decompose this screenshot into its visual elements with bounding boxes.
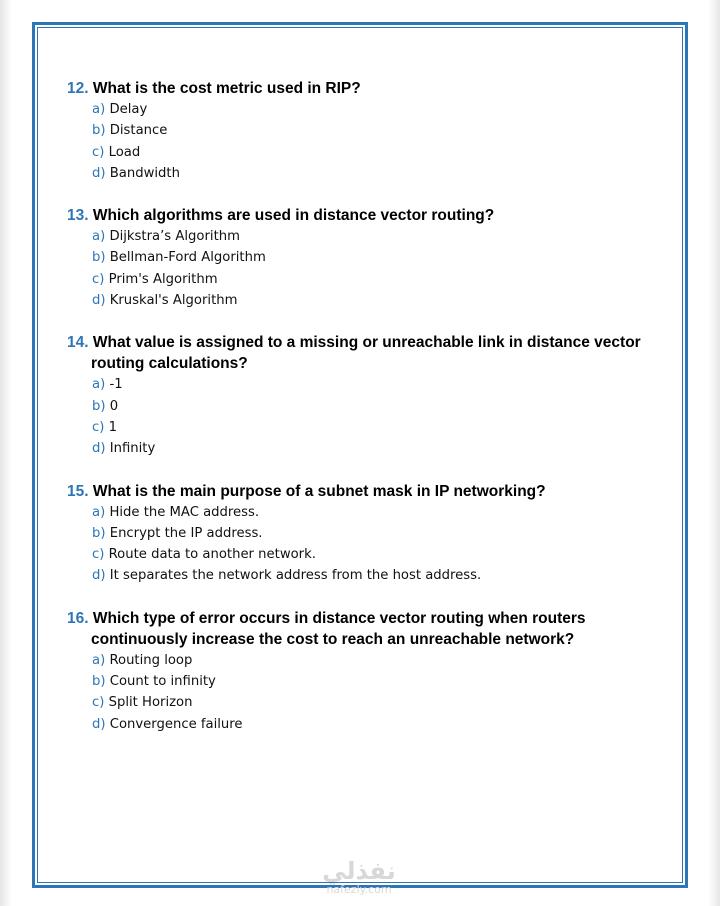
option-c bbox=[92, 269, 647, 290]
option-list bbox=[67, 650, 647, 735]
option-list bbox=[67, 99, 647, 184]
option-letter: d) bbox=[92, 716, 106, 732]
option-b bbox=[92, 396, 647, 417]
option-text: Load bbox=[108, 144, 141, 160]
option-d bbox=[92, 714, 647, 735]
option-text: -1 bbox=[109, 377, 123, 393]
option-b bbox=[92, 523, 647, 544]
option-text: 1 bbox=[108, 419, 117, 435]
option-letter: d) bbox=[92, 165, 106, 181]
question-text: What is the main purpose of a subnet mask in IP networking? bbox=[92, 482, 546, 500]
option-c bbox=[92, 692, 647, 713]
question-number: 16. bbox=[67, 609, 89, 627]
option-d bbox=[92, 438, 647, 459]
option-b bbox=[92, 247, 647, 268]
option-a bbox=[92, 650, 647, 671]
question-number: 15. bbox=[67, 482, 89, 500]
option-list bbox=[67, 226, 647, 311]
option-text: Infinity bbox=[109, 441, 156, 457]
option-letter: a) bbox=[92, 102, 106, 117]
option-list bbox=[67, 502, 647, 587]
questions-list bbox=[67, 78, 647, 756]
question-text: What is the cost metric used in RIP? bbox=[92, 80, 361, 97]
option-text: Hide the MAC address. bbox=[109, 504, 260, 520]
option-letter: c) bbox=[92, 695, 105, 711]
option-list bbox=[67, 374, 647, 459]
option-c bbox=[92, 142, 647, 163]
question-title bbox=[67, 205, 647, 226]
question-title bbox=[67, 332, 647, 374]
option-letter: c) bbox=[92, 144, 105, 160]
watermark-logo bbox=[314, 858, 404, 896]
question-15 bbox=[67, 481, 647, 587]
option-letter: b) bbox=[92, 250, 106, 266]
option-text: Encrypt the IP address. bbox=[109, 525, 263, 541]
question-text: Which algorithms are used in distance vector routing? bbox=[92, 207, 495, 225]
option-text: Distance bbox=[109, 123, 168, 139]
option-d bbox=[92, 163, 647, 184]
option-letter: d) bbox=[92, 441, 106, 457]
question-title bbox=[67, 78, 647, 99]
option-letter: a) bbox=[92, 652, 106, 668]
option-text: Count to infinity bbox=[109, 674, 216, 690]
option-text: Bellman-Ford Algorithm bbox=[109, 250, 266, 266]
question-title bbox=[67, 608, 647, 650]
option-letter: c) bbox=[92, 271, 105, 287]
question-14 bbox=[67, 332, 647, 459]
option-text: Convergence failure bbox=[109, 716, 243, 732]
option-letter: b) bbox=[92, 525, 106, 541]
option-text: Split Horizon bbox=[108, 695, 193, 711]
question-number: 14. bbox=[67, 334, 89, 352]
option-c bbox=[92, 417, 647, 438]
question-title bbox=[67, 481, 647, 502]
option-text: Routing loop bbox=[109, 652, 193, 668]
option-text: Prim's Algorithm bbox=[108, 271, 218, 287]
question-text: Which type of error occurs in distance vector routing when routers continuously increase the cost to reach an unreachable network? bbox=[91, 609, 586, 648]
option-b bbox=[92, 671, 647, 692]
option-d bbox=[92, 290, 647, 311]
option-a bbox=[92, 502, 647, 523]
option-letter: a) bbox=[92, 229, 106, 245]
question-16 bbox=[67, 608, 647, 735]
page-edge-left bbox=[0, 0, 12, 906]
option-text: Delay bbox=[109, 102, 148, 117]
option-text: It separates the network address from the host address. bbox=[109, 568, 482, 584]
option-text: Bandwidth bbox=[109, 165, 180, 181]
option-letter: d) bbox=[92, 293, 106, 309]
option-text: 0 bbox=[109, 398, 119, 414]
option-text: Kruskal's Algorithm bbox=[109, 293, 238, 309]
question-number: 12. bbox=[67, 80, 89, 97]
option-c bbox=[92, 544, 647, 565]
option-letter: b) bbox=[92, 674, 106, 690]
option-letter: b) bbox=[92, 398, 106, 414]
option-letter: a) bbox=[92, 377, 106, 393]
question-number: 13. bbox=[67, 207, 89, 225]
watermark-arabic: نفذلي bbox=[322, 857, 396, 885]
option-a bbox=[92, 99, 647, 120]
question-13 bbox=[67, 205, 647, 311]
option-letter: a) bbox=[92, 504, 106, 520]
option-a bbox=[92, 374, 647, 395]
page-edge-right bbox=[708, 0, 720, 906]
option-a bbox=[92, 226, 647, 247]
option-text: Dijkstra’s Algorithm bbox=[109, 229, 240, 245]
option-letter: c) bbox=[92, 547, 105, 563]
option-text: Route data to another network. bbox=[108, 547, 316, 563]
question-12 bbox=[67, 78, 647, 184]
option-b bbox=[92, 120, 647, 141]
option-letter: c) bbox=[92, 419, 105, 435]
option-letter: d) bbox=[92, 568, 106, 584]
watermark-url: nafezly.com bbox=[326, 883, 392, 896]
option-d bbox=[92, 565, 647, 586]
option-letter: b) bbox=[92, 123, 106, 139]
question-text: What value is assigned to a missing or unreachable link in distance vector routing calculations? bbox=[91, 334, 641, 373]
